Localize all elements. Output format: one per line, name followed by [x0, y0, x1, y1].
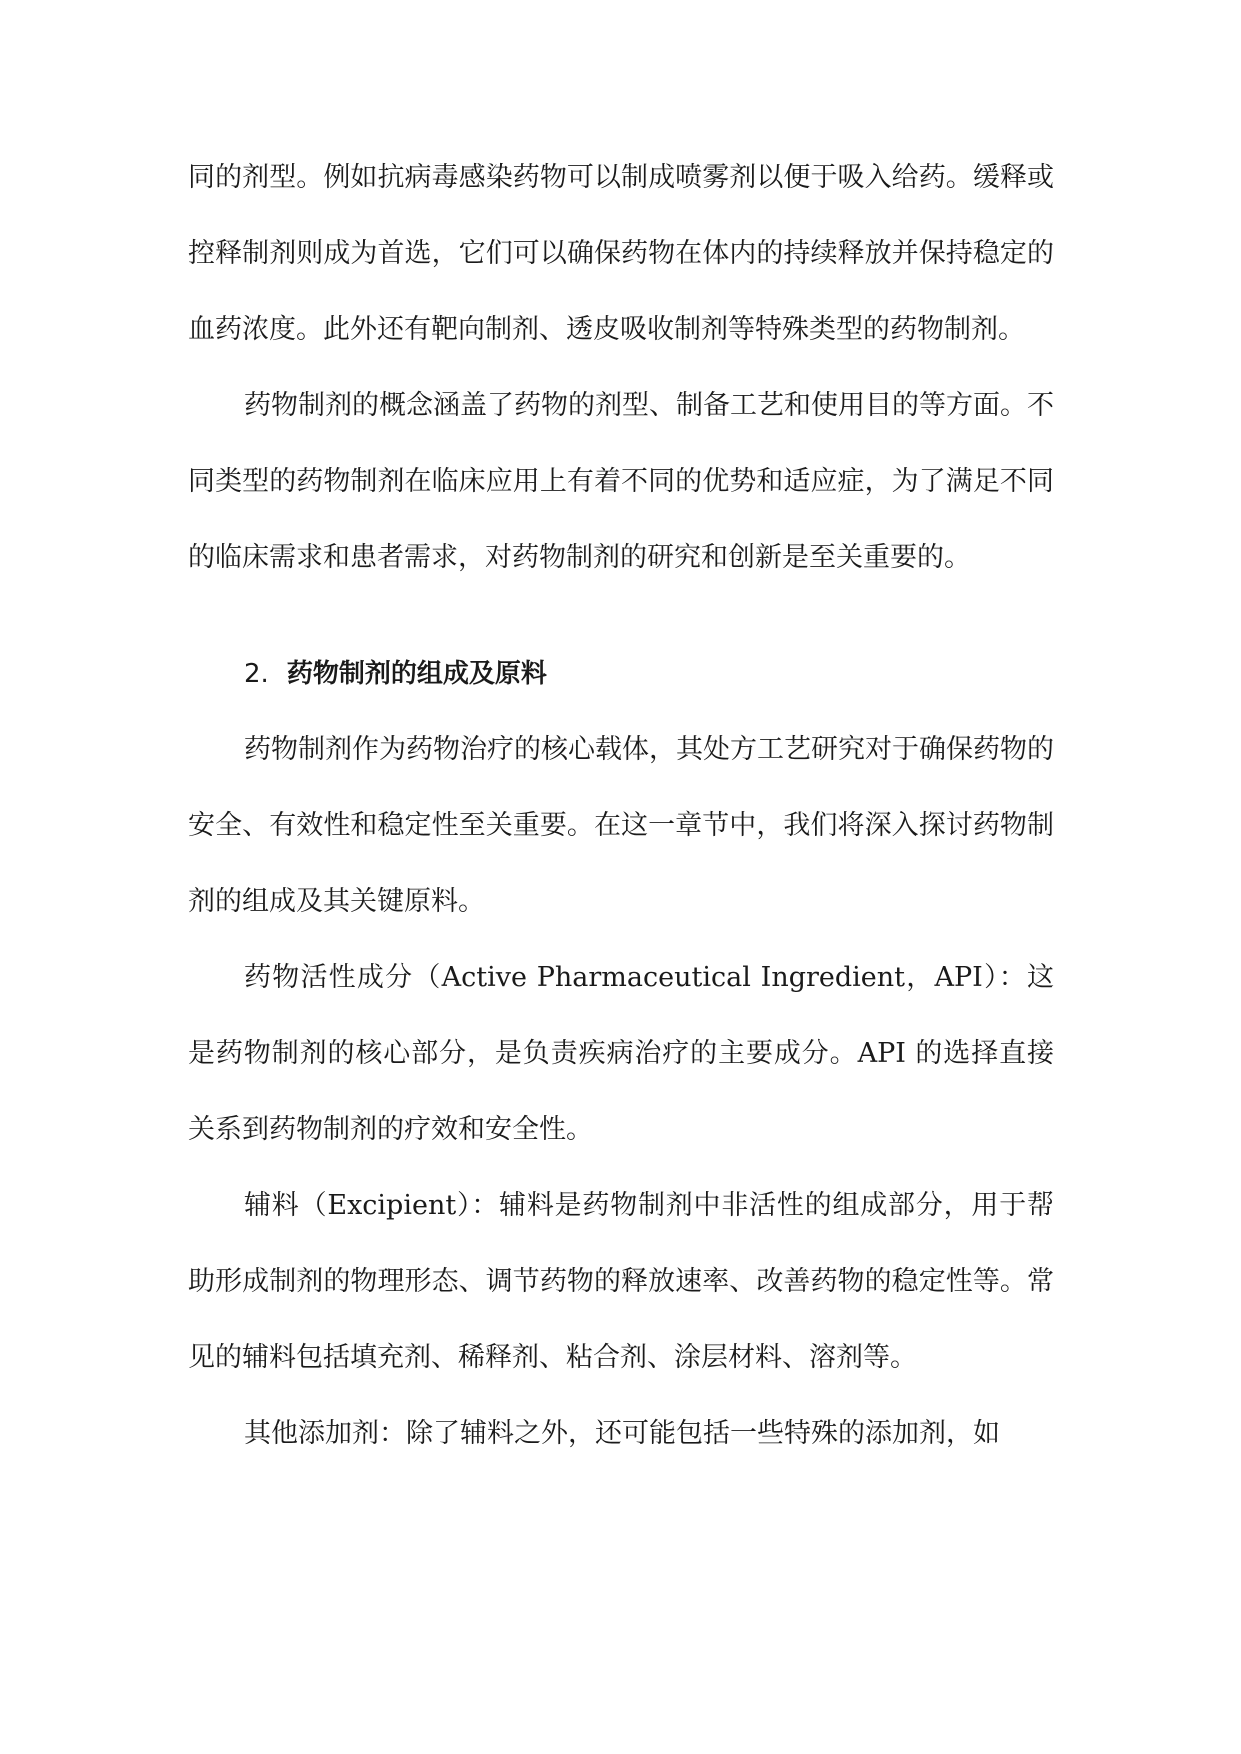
paragraph-excipient: 辅料（Excipient）：辅料是药物制剂中非活性的组成部分，用于帮助形成制剂的物理形态、调节药物的释放速率、改善药物的稳定性等。常见的辅料包括填充剂、稀释剂、粘合剂、涂层材料、溶剂等。 [188, 1190, 1054, 1373]
section-heading [188, 636, 1054, 712]
paragraph-continued: 同的剂型。例如抗病毒感染药物可以制成喷雾剂以便于吸入给药。缓释或控释制剂则成为首选，它们可以确保药物在体内的持续释放并保持稳定的血药浓度。此外还有靶向制剂、透皮吸收制剂等特殊类型的药物制剂。 [188, 162, 1054, 345]
paragraph-intro: 药物制剂作为药物治疗的核心载体，其处方工艺研究对于确保药物的安全、有效性和稳定性至关重要。在这一章节中，我们将深入探讨药物制剂的组成及其关键原料。 [188, 734, 1054, 917]
section-number: 2. [244, 659, 269, 689]
paragraph-additives: 其他添加剂：除了辅料之外，还可能包括一些特殊的添加剂，如 [244, 1418, 1000, 1449]
paragraph-api: 药物活性成分（Active Pharmaceutical Ingredient，API）：这是药物制剂的核心部分，是负责疾病治疗的主要成分。API 的选择直接关系到药物制剂的疗效和安全性。 [188, 962, 1054, 1145]
paragraph-concept: 药物制剂的概念涵盖了药物的剂型、制备工艺和使用目的等方面。不同类型的药物制剂在临床应用上有着不同的优势和适应症，为了满足不同的临床需求和患者需求，对药物制剂的研究和创新是至关重要的。 [188, 390, 1054, 573]
document-body [188, 140, 1054, 1472]
section-title: 药物制剂的组成及原料 [286, 659, 547, 689]
